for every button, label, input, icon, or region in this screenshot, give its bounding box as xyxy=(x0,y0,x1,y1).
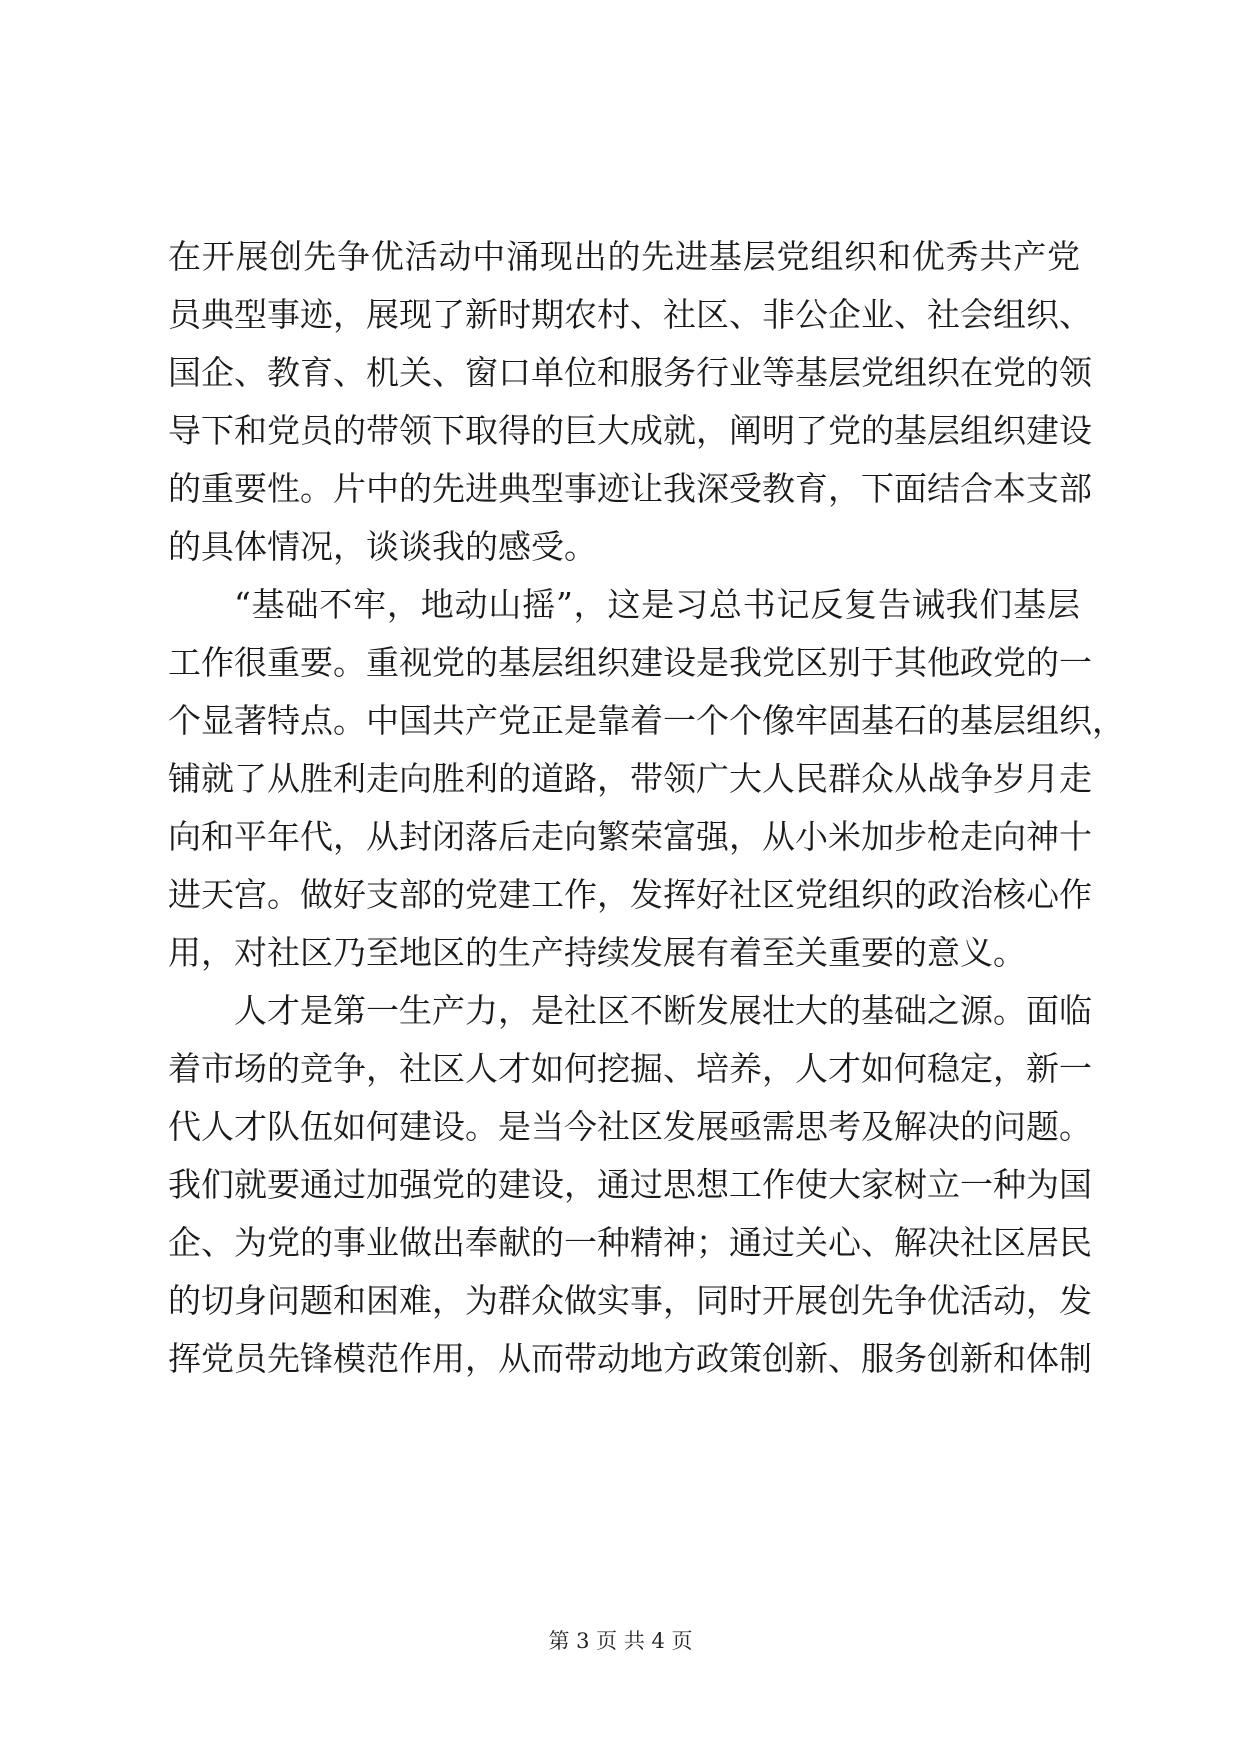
text-line: 导下和党员的带领下取得的巨大成就，阐明了党的基层组织建设 xyxy=(168,411,1092,450)
text-line: 在开展创先争优活动中涌现出的先进基层党组织和优秀共产党 xyxy=(168,237,1080,276)
paragraph-first-line: “基础不牢，地动山摇”，这是习总书记反复告诫我们基层 xyxy=(234,585,1080,624)
page-number-footer: 第 3 页 共 4 页 xyxy=(548,1629,693,1653)
text-line: 铺就了从胜利走向胜利的道路，带领广大人民群众从战争岁月走 xyxy=(168,759,1092,798)
text-line: 国企、教育、机关、窗口单位和服务行业等基层党组织在党的领 xyxy=(168,353,1092,392)
text-line: 着市场的竞争，社区人才如何挖掘、培养，人才如何稳定，新一 xyxy=(168,1049,1092,1088)
text-line: 工作很重要。重视党的基层组织建设是我党区别于其他政党的一 xyxy=(168,643,1092,682)
text-line: 我们就要通过加强党的建设，通过思想工作使大家树立一种为国 xyxy=(168,1165,1092,1204)
text-line: 向和平年代，从封闭落后走向繁荣富强，从小米加步枪走向神十 xyxy=(168,817,1092,856)
text-line: 的切身问题和困难，为群众做实事，同时开展创先争优活动，发 xyxy=(168,1281,1092,1320)
text-line: 代人才队伍如何建设。是当今社区发展亟需思考及解决的问题。 xyxy=(168,1107,1092,1146)
text-line: 用，对社区乃至地区的生产持续发展有着至关重要的意义。 xyxy=(168,933,1026,972)
text-line: 的具体情况，谈谈我的感受。 xyxy=(168,527,597,566)
paragraph-first-line: 人才是第一生产力，是社区不断发展壮大的基础之源。面临 xyxy=(234,991,1092,1030)
text-line: 个显著特点。中国共产党正是靠着一个个像牢固基石的基层组织， xyxy=(168,701,1125,740)
text-line: 的重要性。片中的先进典型事迹让我深受教育，下面结合本支部 xyxy=(168,469,1092,508)
text-line: 企、为党的事业做出奉献的一种精神；通过关心、解决社区居民 xyxy=(168,1223,1092,1262)
text-line: 进天宫。做好支部的党建工作，发挥好社区党组织的政治核心作 xyxy=(168,875,1092,914)
text-line: 挥党员先锋模范作用，从而带动地方政策创新、服务创新和体制 xyxy=(168,1339,1092,1378)
text-line: 员典型事迹，展现了新时期农村、社区、非公企业、社会组织、 xyxy=(168,295,1092,334)
document-body xyxy=(168,228,1125,1388)
